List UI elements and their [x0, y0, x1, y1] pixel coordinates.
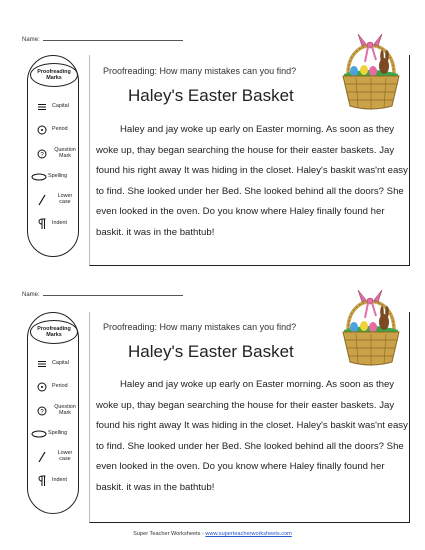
legend-item-question [36, 148, 78, 160]
legend-label: Lower case [57, 193, 73, 205]
legend-label: Period [52, 126, 68, 133]
story-paragraph: Haley and jay woke up early on Easter morning. As soon as they woke up, thay began searching the house for their easter baskets. Jay found his right away It was hiding in the closet. Haley's baskit was'nt easy to find. She looked under her Bed. She looked behind all the doors? She even looked in the oven. Do you know where Haley finally found her baskit. it was in the bathtub! [96, 379, 408, 493]
name-line[interactable] [43, 35, 183, 41]
legend-label: Capital [52, 360, 69, 367]
story-text [96, 375, 410, 499]
legend-label: Question Mark [54, 404, 76, 416]
legend-label: Spelling [48, 173, 68, 180]
legend-label: Question Mark [54, 147, 76, 159]
period-mark-icon [36, 382, 48, 392]
capital-mark-icon [36, 102, 48, 112]
legend-label: Period [52, 383, 68, 390]
legend-item-capital [36, 102, 78, 112]
legend-label: Indent [52, 220, 67, 227]
svg-text:?: ? [40, 152, 44, 159]
worksheet-bottom [0, 260, 425, 520]
footer [0, 531, 425, 537]
legend-item-lowercase [36, 194, 78, 206]
indent-mark-icon [36, 476, 48, 486]
legend-item-spelling [31, 172, 73, 182]
name-row [22, 35, 183, 43]
lowercase-mark-icon [36, 195, 48, 205]
legend-item-lowercase [36, 451, 78, 463]
spelling-mark-icon [31, 429, 47, 439]
capital-mark-icon [36, 359, 48, 369]
legend-item-period [36, 382, 78, 392]
spelling-mark-icon [31, 172, 47, 182]
indent-mark-icon [36, 219, 48, 229]
name-label: Name: [22, 292, 40, 298]
period-mark-icon [36, 125, 48, 135]
name-row [22, 290, 183, 298]
proofreading-legend [27, 55, 79, 257]
story-text [96, 120, 410, 244]
prompt-text: Proofreading: How many mistakes can you find? [103, 66, 297, 76]
legend-item-period [36, 125, 78, 135]
story-title: Haley's Easter Basket [128, 342, 294, 361]
legend-label: Spelling [48, 430, 68, 437]
legend-item-capital [36, 359, 78, 369]
legend-header: Proofreading Marks [30, 63, 78, 87]
legend-label: Capital [52, 103, 69, 110]
legend-item-spelling [31, 429, 73, 439]
legend-item-indent [36, 219, 78, 229]
story-title: Haley's Easter Basket [128, 86, 294, 105]
name-label: Name: [22, 37, 40, 43]
proofreading-legend [27, 312, 79, 514]
story-paragraph: Haley and jay woke up early on Easter morning. As soon as they woke up, thay began searching the house for their easter baskets. Jay found his right away It was hiding in the closet. Haley's baskit was'nt easy to find. She looked under her Bed. She looked behind all the doors? She even looked in the oven. Do you know where Haley finally found her baskit. it was in the bathtub! [96, 124, 408, 238]
svg-text:?: ? [40, 409, 44, 416]
legend-label: Indent [52, 477, 67, 484]
question-mark-icon [36, 149, 48, 159]
footer-link[interactable]: www.superteacherworksheets.com [205, 531, 292, 537]
easter-basket-illustration [338, 30, 404, 114]
legend-header: Proofreading Marks [30, 320, 78, 344]
prompt-text: Proofreading: How many mistakes can you find? [103, 322, 297, 332]
easter-basket-illustration [338, 286, 404, 370]
legend-item-question [36, 405, 78, 417]
worksheet-top [0, 0, 425, 260]
legend-label: Lower case [57, 450, 73, 462]
footer-text: Super Teacher Worksheets - [133, 531, 206, 537]
legend-item-indent [36, 476, 78, 486]
question-mark-icon [36, 406, 48, 416]
name-line[interactable] [43, 290, 183, 296]
lowercase-mark-icon [36, 452, 48, 462]
